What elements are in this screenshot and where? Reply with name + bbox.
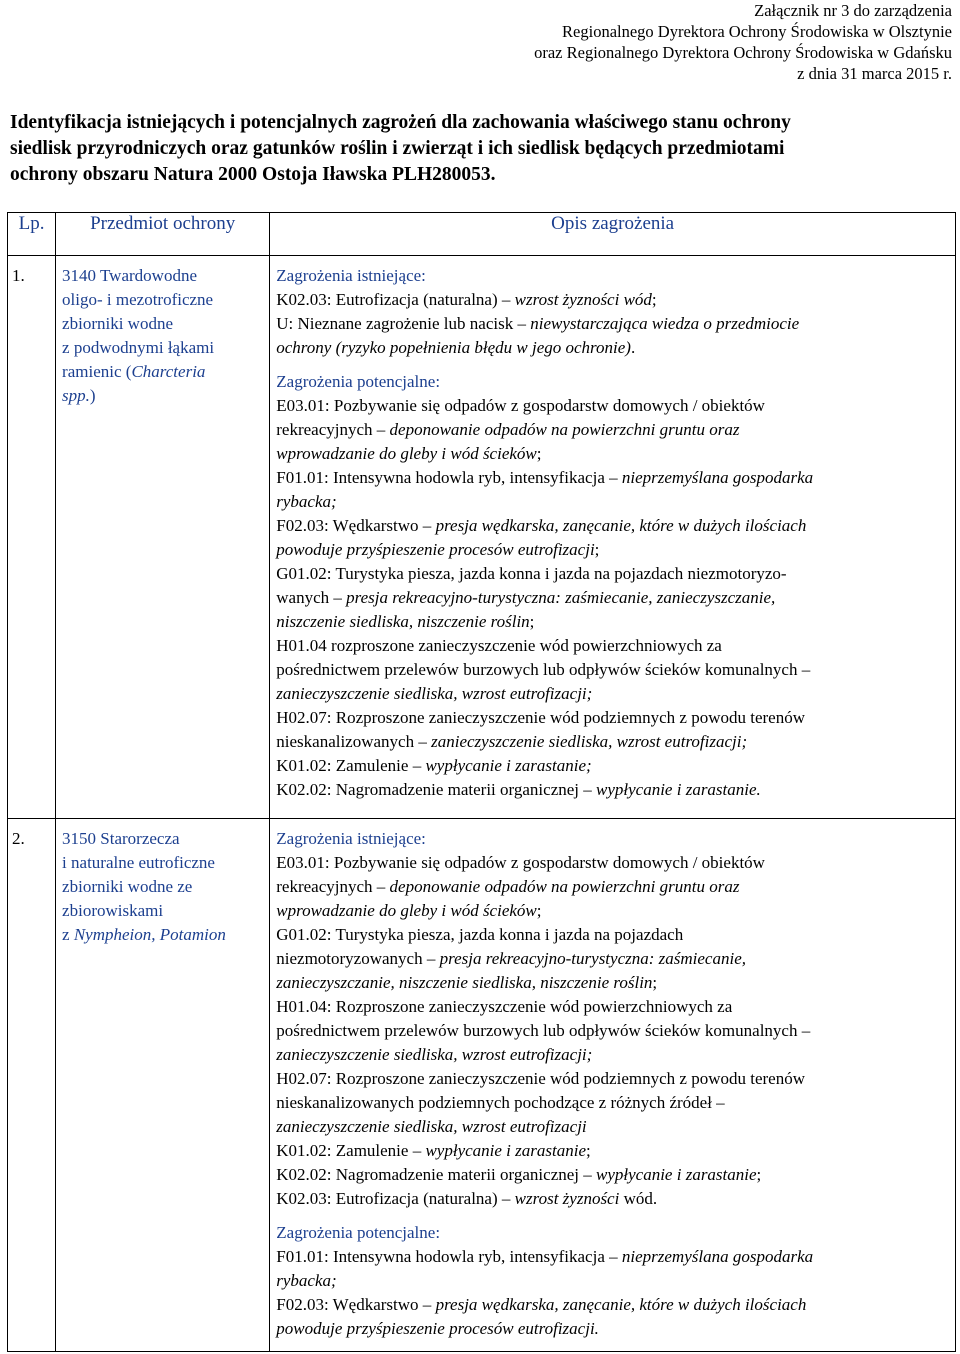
row-number: 2.	[8, 819, 56, 1352]
threat-item-cont: pośrednictwem przelewów burzowych lub odpływów ścieków komunalnych –	[276, 1021, 811, 1040]
threat-item: K02.03: Eutrofizacja (naturalna) – wzrost żyzności wód.	[276, 1189, 658, 1208]
threat-item-cont: pośrednictwem przelewów burzowych lub odpływów ścieków komunalnych –	[276, 660, 811, 679]
threat-item: E03.01: Pozbywanie się odpadów z gospodarstw domowych / obiektów	[276, 853, 765, 872]
subject-line: ramienic (Charcteria	[62, 362, 206, 381]
protection-subject	[56, 256, 270, 819]
existing-threats-label: Zagrożenia istniejące:	[276, 266, 426, 285]
threat-item: F01.01: Intensywna hodowla ryb, intensyfikacja – nieprzemyślana gospodarka	[276, 468, 814, 487]
threat-item-cont: wprowadzanie do gleby i wód ścieków;	[276, 901, 542, 920]
threat-item: H02.07: Rozproszone zanieczyszczenie wód podziemnych z powodu terenów	[276, 708, 805, 727]
document-title	[10, 110, 952, 188]
threat-item-cont: zanieczyszczenie siedliska, wzrost eutrofizacji	[276, 1117, 587, 1136]
subject-line: zbiorniki wodne	[62, 314, 173, 333]
threat-item: H01.04 rozproszone zanieczyszczenie wód powierzchniowych za	[276, 636, 722, 655]
threat-item: G01.02: Turystyka piesza, jazda konna i jazda na pojazdach	[276, 925, 684, 944]
header-lp: Lp.	[8, 213, 56, 256]
threats-table	[7, 212, 956, 1352]
threat-item-cont: rekreacyjnych – deponowanie odpadów na powierzchni gruntu oraz	[276, 877, 740, 896]
title-line: Identyfikacja istniejących i potencjalnych zagrożeń dla zachowania właściwego stanu ochrony	[10, 112, 791, 133]
subject-line: 3150 Starorzecza	[62, 829, 180, 848]
threat-item: G01.02: Turystyka piesza, jazda konna i jazda na pojazdach niezmotoryzo-	[276, 564, 787, 583]
table-row	[8, 256, 956, 819]
threat-item: K01.02: Zamulenie – wypłycanie i zarastanie;	[276, 1141, 591, 1160]
threat-item-cont: rekreacyjnych – deponowanie odpadów na powierzchni gruntu oraz	[276, 420, 740, 439]
threat-item: U: Nieznane zagrożenie lub nacisk – niewystarczająca wiedza o przedmiocie	[276, 314, 800, 333]
threat-item: F02.03: Wędkarstwo – presja wędkarska, zanęcanie, które w dużych ilościach	[276, 516, 807, 535]
subject-line: zbiorniki wodne ze	[62, 877, 193, 896]
title-line: siedlisk przyrodniczych oraz gatunków roślin i zwierząt i ich siedlisk będących przedmiotami	[10, 138, 785, 159]
potential-threats-label: Zagrożenia potencjalne:	[276, 1223, 441, 1242]
threat-item: F02.03: Wędkarstwo – presja wędkarska, zanęcanie, które w dużych ilościach	[276, 1295, 807, 1314]
header-line: oraz Regionalnego Dyrektora Ochrony Środowiska w Gdańsku	[534, 43, 952, 62]
threat-item-cont: powoduje przyśpieszenie procesów eutrofizacji.	[276, 1319, 599, 1338]
threat-description	[270, 819, 956, 1352]
threat-item-cont: rybacka;	[276, 1271, 337, 1290]
threat-item-cont: zanieczyszczanie, niszczenie siedliska, niszczenie roślin;	[276, 973, 658, 992]
table-row	[8, 819, 956, 1352]
subject-line: spp.)	[62, 386, 96, 405]
subject-line: i naturalne eutroficzne	[62, 853, 215, 872]
row-number: 1.	[8, 256, 56, 819]
threat-item-cont: niszczenie siedliska, niszczenie roślin;	[276, 612, 535, 631]
threat-description	[270, 256, 956, 819]
threat-item: F01.01: Intensywna hodowla ryb, intensyfikacja – nieprzemyślana gospodarka	[276, 1247, 814, 1266]
subject-line: oligo- i mezotroficzne	[62, 290, 214, 309]
threat-item: K02.02: Nagromadzenie materii organicznej – wypłycanie i zarastanie;	[276, 1165, 762, 1184]
threat-item-cont: ochrony (ryzyko popełnienia błędu w jego ochronie).	[276, 338, 636, 357]
threat-item-cont: nieskanalizowanych – zanieczyszczenie siedliska, wzrost eutrofizacji;	[276, 732, 748, 751]
threat-item: H02.07: Rozproszone zanieczyszczenie wód podziemnych z powodu terenów	[276, 1069, 805, 1088]
header-threats: Opis zagrożenia	[270, 213, 956, 256]
threat-item-cont: zanieczyszczenie siedliska, wzrost eutrofizacji;	[276, 684, 593, 703]
threat-item-cont: rybacka;	[276, 492, 337, 511]
header-date: z dnia 31 marca 2015 r.	[797, 64, 952, 83]
threat-item: E03.01: Pozbywanie się odpadów z gospodarstw domowych / obiektów	[276, 396, 765, 415]
potential-threats-label: Zagrożenia potencjalne:	[276, 372, 441, 391]
protection-subject	[56, 819, 270, 1352]
threat-item: H01.04: Rozproszone zanieczyszczenie wód powierzchniowych za	[276, 997, 733, 1016]
threat-item: K02.02: Nagromadzenie materii organicznej – wypłycanie i zarastanie.	[276, 780, 761, 799]
threat-item-cont: niezmotoryzowanych – presja rekreacyjno-turystyczna: zaśmiecanie,	[276, 949, 746, 968]
header-line: Załącznik nr 3 do zarządzenia	[754, 1, 952, 20]
subject-line: zbiorowiskami	[62, 901, 164, 920]
threat-item: K02.03: Eutrofizacja (naturalna) – wzrost żyzności wód;	[276, 290, 657, 309]
subject-line: z podwodnymi łąkami	[62, 338, 215, 357]
subject-line: 3140 Twardowodne	[62, 266, 197, 285]
threat-item-cont: wprowadzanie do gleby i wód ścieków;	[276, 444, 542, 463]
threat-item-cont: wanych – presja rekreacyjno-turystyczna: zaśmiecanie, zanieczyszczanie,	[276, 588, 776, 607]
document-header	[534, 0, 952, 84]
title-line: ochrony obszaru Natura 2000 Ostoja Iławska PLH280053.	[10, 164, 496, 185]
threat-item-cont: powoduje przyśpieszenie procesów eutrofizacji;	[276, 540, 600, 559]
threat-item-cont: zanieczyszczenie siedliska, wzrost eutrofizacji;	[276, 1045, 593, 1064]
threat-item-cont: nieskanalizowanych podziemnych pochodzące z różnych źródeł –	[276, 1093, 725, 1112]
header-subject: Przedmiot ochrony	[56, 213, 270, 256]
subject-line: z Nympheion, Potamion	[62, 925, 226, 944]
threat-item: K01.02: Zamulenie – wypłycanie i zarastanie;	[276, 756, 592, 775]
header-line: Regionalnego Dyrektora Ochrony Środowiska w Olsztynie	[562, 22, 952, 41]
table-header-row	[8, 213, 956, 256]
existing-threats-label: Zagrożenia istniejące:	[276, 829, 426, 848]
